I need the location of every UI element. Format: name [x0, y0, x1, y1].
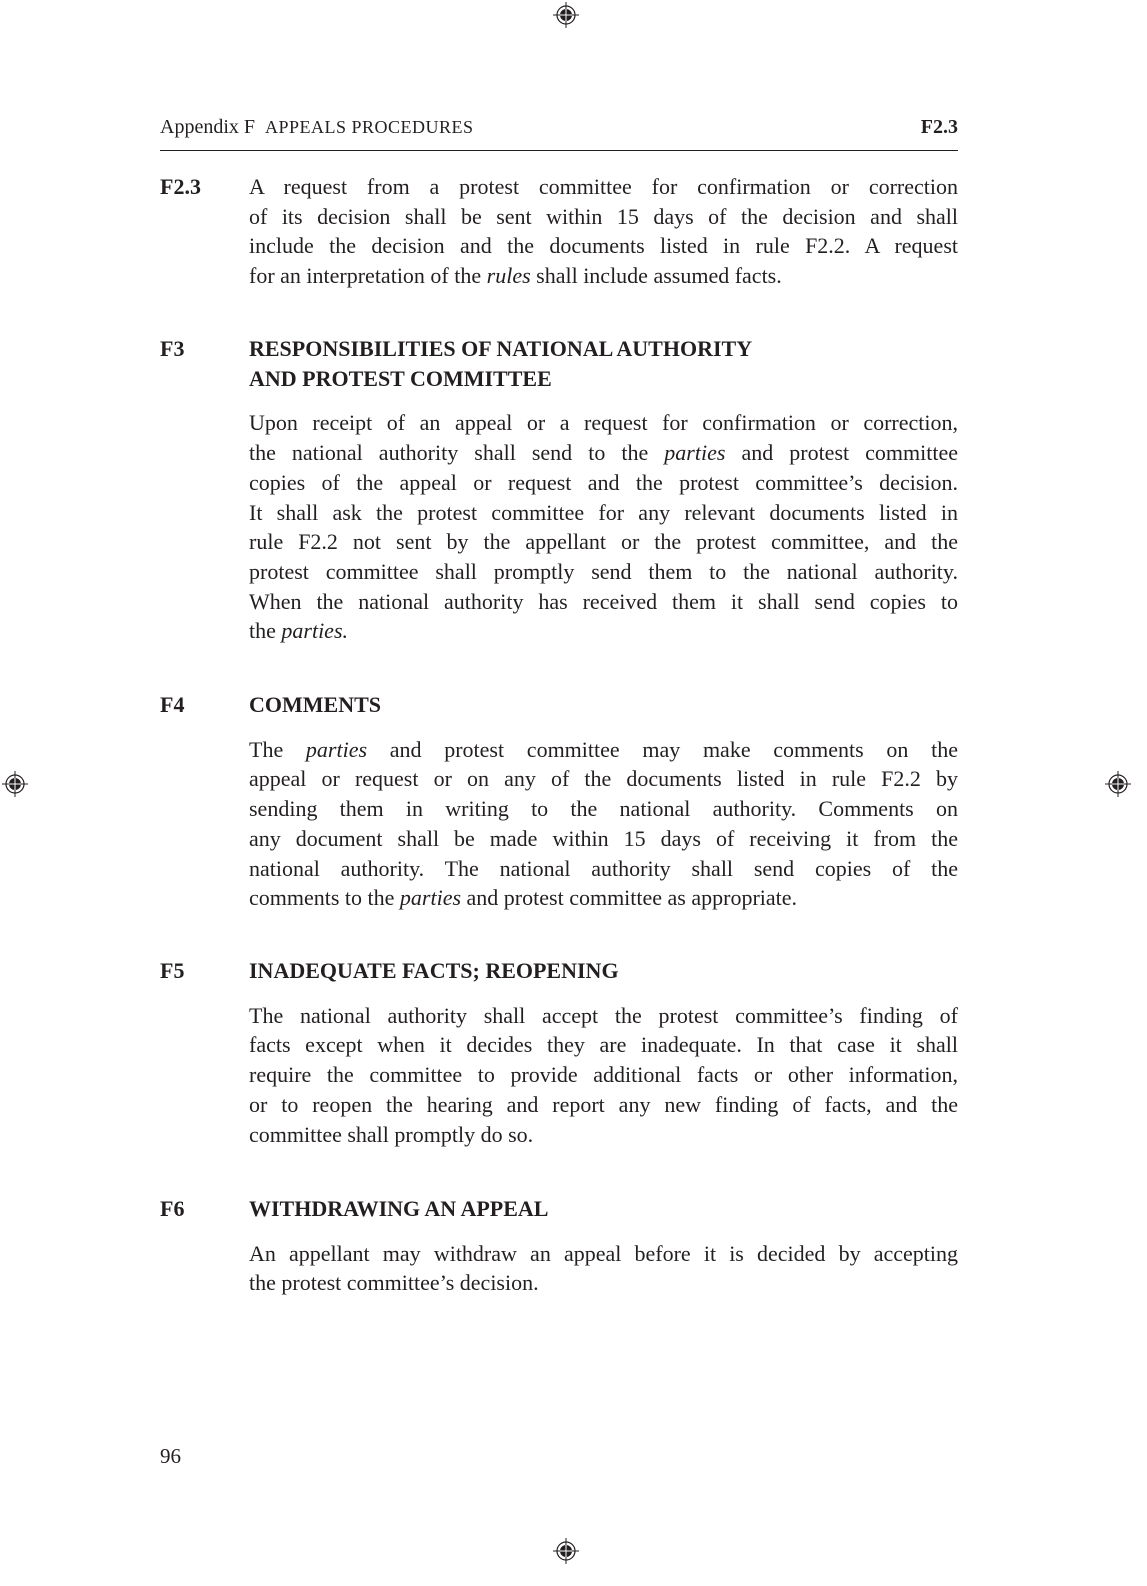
- rule-heading-line: RESPONSIBILITIES OF NATIONAL AUTHORITY: [249, 336, 753, 361]
- text-line: [249, 261, 958, 291]
- rule-number: F4: [160, 692, 185, 717]
- text-line: [249, 1001, 958, 1031]
- text-run: The: [249, 736, 306, 762]
- text-line: [249, 854, 958, 884]
- rule-number: F2.3: [160, 174, 201, 199]
- text-line: [249, 1090, 958, 1120]
- rule-number: F3: [160, 336, 185, 361]
- text-line: [249, 794, 958, 824]
- defined-term: parties.: [281, 618, 349, 644]
- text-line: [249, 408, 958, 438]
- rule-heading: [249, 690, 958, 720]
- text-line: [249, 498, 958, 528]
- text-line: [249, 231, 958, 261]
- rule-heading: [249, 334, 958, 393]
- text-line: [249, 202, 958, 232]
- rule-number: F6: [160, 1196, 185, 1221]
- text-run: comments to the: [249, 885, 400, 911]
- rule-section-f6: [160, 1194, 958, 1298]
- text-run: or to reopen the hearing and report any new finding of facts, and the: [249, 1091, 958, 1117]
- text-run: facts except when it decides they are inadequate. In that case it shall: [249, 1032, 958, 1058]
- text-run: committee shall promptly do so.: [249, 1121, 534, 1147]
- defined-term: parties: [399, 885, 462, 911]
- text-run: and protest committee as appropriate.: [461, 885, 798, 911]
- text-run: protest committee shall promptly send them to the national authority.: [249, 558, 958, 584]
- registration-mark-icon: [1105, 771, 1131, 797]
- text-run: sending them in writing to the national authority. Comments on: [249, 796, 958, 822]
- text-line: [249, 764, 958, 794]
- text-line: [249, 616, 958, 646]
- text-run: It shall ask the protest committee for any relevant documents listed in: [249, 499, 958, 525]
- rule-paragraph: [249, 172, 958, 291]
- rule-number: F5: [160, 958, 185, 983]
- text-run: shall include assumed facts.: [530, 263, 782, 289]
- text-line: [249, 557, 958, 587]
- rule-section-f3: [160, 334, 958, 646]
- defined-term: parties: [305, 736, 368, 762]
- text-line: [249, 172, 958, 202]
- rule-heading: [249, 1194, 958, 1224]
- text-line: [249, 1268, 958, 1298]
- header-left: [160, 116, 474, 139]
- text-run: require the committee to provide additional facts or other information,: [249, 1062, 958, 1088]
- text-run: the national authority shall send to the: [249, 440, 665, 466]
- registration-mark-icon: [553, 1538, 579, 1564]
- header-chapter: Appendix F: [160, 116, 255, 138]
- text-run: national authority. The national authority shall send copies of the: [249, 855, 958, 881]
- registration-mark-icon: [553, 2, 579, 28]
- text-line: [249, 735, 958, 765]
- page-number: 96: [160, 1444, 181, 1468]
- rule-heading-line: COMMENTS: [249, 692, 381, 717]
- rule-paragraph: [249, 735, 958, 913]
- text-run: When the national authority has received them it shall send copies to: [249, 588, 958, 614]
- text-run: include the decision and the documents listed in rule F2.2. A request: [249, 233, 958, 259]
- rule-heading-line: INADEQUATE FACTS; REOPENING: [249, 958, 619, 983]
- rule-heading: [249, 956, 958, 986]
- text-run: any document shall be made within 15 days of receiving it from the: [249, 825, 958, 851]
- text-run: and protest committee: [725, 440, 959, 466]
- rule-heading-line: AND PROTEST COMMITTEE: [249, 365, 552, 391]
- defined-term: parties: [664, 440, 726, 466]
- text-line: [249, 438, 958, 468]
- header-rule-ref: F2.3: [920, 116, 958, 138]
- registration-mark-icon: [2, 771, 28, 797]
- text-run: The national authority shall accept the protest committee’s finding of: [249, 1002, 958, 1028]
- rule-section-f5: [160, 956, 958, 1149]
- text-run: and protest committee may make comments on the: [367, 736, 959, 762]
- text-run: the protest committee’s decision.: [249, 1270, 539, 1296]
- text-run: rule F2.2 not sent by the appellant or the protest committee, and the: [249, 529, 958, 555]
- text-run: of its decision shall be sent within 15 days of the decision and shall: [249, 203, 958, 229]
- text-run: the: [249, 618, 282, 644]
- text-line: [249, 527, 958, 557]
- text-run: A request from a protest committee for confirmation or correction: [249, 174, 958, 199]
- rule-heading-line: WITHDRAWING AN APPEAL: [249, 1196, 549, 1221]
- text-run: Upon receipt of an appeal or a request for confirmation or correction,: [249, 410, 958, 436]
- text-line: [249, 468, 958, 498]
- defined-term: rules: [486, 263, 531, 289]
- text-run: An appellant may withdraw an appeal before it is decided by accepting: [249, 1240, 958, 1266]
- rule-section-f4: [160, 690, 958, 913]
- text-line: [249, 1060, 958, 1090]
- header-section: APPEALS PROCEDURES: [265, 117, 474, 137]
- text-line: [249, 824, 958, 854]
- rule-paragraph: [249, 1001, 958, 1150]
- text-run: copies of the appeal or request and the protest committee’s decision.: [249, 469, 958, 495]
- running-header: [160, 114, 958, 151]
- text-run: appeal or request or on any of the documents listed in rule F2.2 by: [249, 766, 958, 792]
- text-line: [249, 1120, 958, 1150]
- text-line: [249, 587, 958, 617]
- rule-section-f2-3: [160, 172, 958, 291]
- rule-paragraph: [249, 1239, 958, 1298]
- text-line: [249, 883, 958, 913]
- rule-paragraph: [249, 408, 958, 646]
- text-line: [249, 1030, 958, 1060]
- text-run: for an interpretation of the: [249, 263, 487, 289]
- text-line: [249, 1239, 958, 1269]
